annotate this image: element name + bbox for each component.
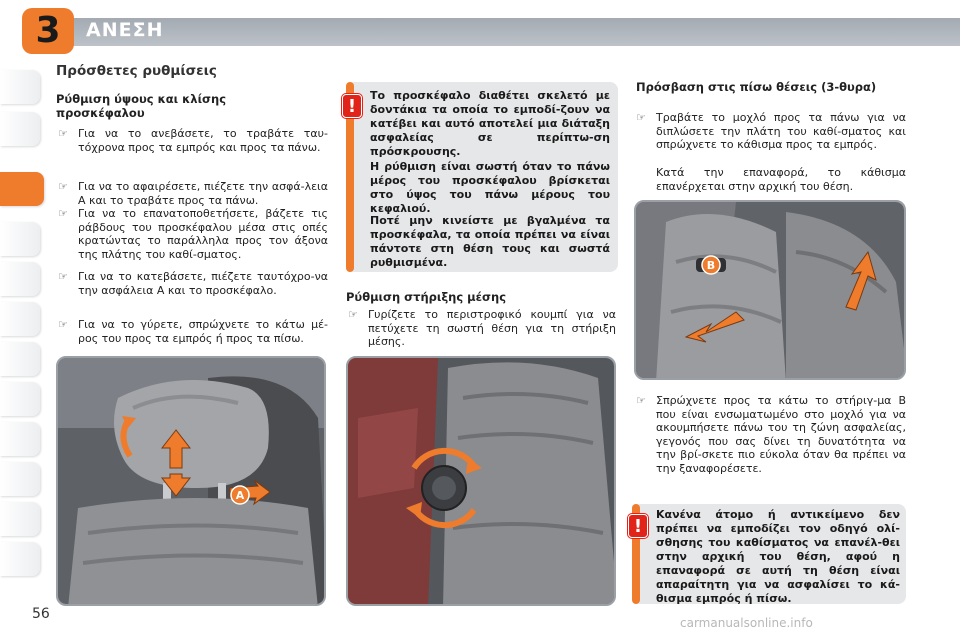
bullet-pointer-icon: ☞ (58, 318, 68, 331)
side-tab-2[interactable] (0, 112, 40, 146)
lever-photo (634, 200, 906, 380)
side-tab-7[interactable] (0, 342, 40, 376)
rear-access-bullet-2: ☞ Σπρώχνετε προς τα κάτω το στήριγ-μα B που είναι ενσωματωμένο στο μοχλό για να ακουμπήσετε πάνω του τη ζώνη ασφαλείας, γεγονός που σας δίνει τη δυνατότητα να την βρί-σκετε πιο εύκολα όταν θα πρέπει να την ξαναφορέσετε. (636, 394, 906, 475)
side-tab-10[interactable] (0, 462, 40, 496)
side-tab-9[interactable] (0, 422, 40, 456)
headrest-bullet-2: ☞ Για να το αφαιρέσετε, πιέζετε την ασφά-λεια A και το τραβάτε προς τα πάνω. (58, 180, 328, 207)
page-title: ΑΝΕΣΗ (86, 19, 164, 41)
rear-access-subhead: Πρόσβαση στις πίσω θέσεις (3-θυρα) (636, 80, 877, 94)
section-title: Πρόσθετες ρυθμίσεις (56, 63, 217, 79)
side-tab-1[interactable] (0, 70, 40, 104)
side-tab-12[interactable] (0, 542, 40, 576)
headrest-bullet-1: ☞ Για να το ανεβάσετε, το τραβάτε ταυ-τόχρονα προς τα εμπρός και προς τα πάνω. (58, 127, 328, 154)
warning-icon: ! (342, 94, 362, 118)
rear-access-para: Κατά την επαναφορά, το κάθισμα επανέρχεται στην αρχική του θέση. (656, 166, 906, 193)
warning-text-3: Ποτέ μην κινείστε με βγαλμένα τα προσκέφαλα, τα οποία πρέπει να είναι πάντοτε στη θέση τους και σωστά ρυθμισμένα. (370, 214, 610, 269)
side-tab-4[interactable] (0, 222, 40, 256)
headrest-subhead: Ρύθμιση ύψους και κλίσης προσκέφαλου (56, 92, 227, 120)
side-tab-5[interactable] (0, 262, 40, 296)
warning-text-1: Το προσκέφαλο διαθέτει σκελετό με δοντάκια τα οποία το εμποδί-ζουν να κατέβει και αυτό αποτελεί μια διάταξη ασφαλείας σε περίπτω-ση πρόσκρουσης. (370, 89, 610, 158)
bullet-pointer-icon: ☞ (348, 308, 358, 321)
warning-text-seat: Κανένα άτομο ή αντικείμενο δεν πρέπει να εμποδίζει τον οδηγό ολί-σθησης του καθίσματος να επανέλ-θει στην αρχική του θέση, αφού η επαναφορά σε αυτή τη θέση είναι απαραίτητη για να ασφαλίσει το κά-θισμα εμπρός ή πίσω. (656, 508, 900, 605)
bullet-pointer-icon: ☞ (58, 270, 68, 283)
warning-text-2: Η ρύθμιση είναι σωστή όταν το πάνω μέρος του προσκέφαλου βρίσκεται στο ύψος του πάνω μέρους του κεφαλιού. (370, 160, 610, 215)
headrest-bullet-4: ☞ Για να το κατεβάσετε, πιέζετε ταυτόχρο-να την ασφάλεια A και το προσκέφαλο. (58, 270, 328, 297)
chapter-badge: 3 (22, 8, 74, 54)
page-number: 56 (32, 606, 50, 622)
side-tab-11[interactable] (0, 502, 40, 536)
bullet-pointer-icon: ☞ (636, 111, 646, 124)
label-a-marker: A (235, 489, 245, 502)
side-tab-active[interactable] (0, 172, 44, 206)
side-tab-6[interactable] (0, 302, 40, 336)
header-bar (60, 18, 960, 46)
warning-icon-seat: ! (628, 514, 648, 538)
side-tab-8[interactable] (0, 382, 40, 416)
lumbar-subhead: Ρύθμιση στήριξης μέσης (346, 290, 507, 304)
lumbar-bullet: ☞ Γυρίζετε το περιστροφικό κουμπί για να πετύχετε τη σωστή θέση για τη στήριξη μέσης. (348, 308, 616, 348)
lumbar-photo (346, 356, 616, 606)
bullet-pointer-icon: ☞ (58, 180, 68, 193)
bullet-pointer-icon: ☞ (58, 127, 68, 140)
bullet-pointer-icon: ☞ (636, 394, 646, 407)
label-b-marker: B (706, 259, 716, 272)
bullet-pointer-icon: ☞ (58, 207, 68, 220)
watermark: carmanualsonline.info (680, 616, 813, 630)
headrest-photo (56, 356, 326, 606)
headrest-bullet-5: ☞ Για να το γύρετε, σπρώχνετε το κάτω μέ-ρος του προς τα εμπρός ή προς τα πίσω. (58, 318, 328, 345)
rear-access-bullet-1: ☞ Τραβάτε το μοχλό προς τα πάνω για να διπλώσετε την πλάτη του καθί-σματος και σπρώχνετε το κάθισμα προς τα εμπρός. (636, 111, 906, 151)
headrest-bullet-3: ☞ Για να το επανατοποθετήσετε, βάζετε τις ράβδους του προσκέφαλου μέσα στις οπές κρατώντας το παράλληλα προς τον άξονα της πλάτης του καθί-σματος. (58, 207, 328, 261)
